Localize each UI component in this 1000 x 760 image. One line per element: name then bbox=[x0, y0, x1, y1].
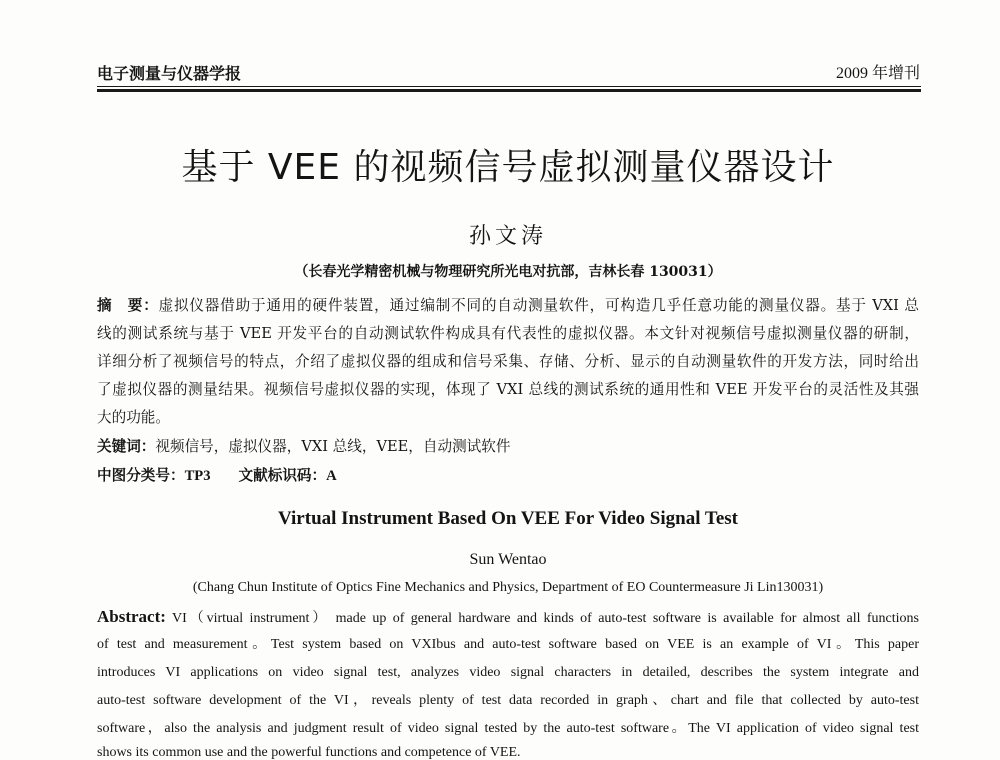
abstract-cn-line: 线的测试系统与基于 VEE 开发平台的自动测试软件构成具有代表性的虚拟仪器。本文针对视频信号虚拟测量仪器的研制， bbox=[97, 325, 919, 342]
abstract-cn-line: 大的功能。 bbox=[97, 409, 170, 426]
affiliation-cn: （长春光学精密机械与物理研究所光电对抗部，吉林长春 130031） bbox=[294, 264, 722, 280]
abstract-en-line: auto-test software development of the VI，reveals plenty of test data recorded in graph、chart and file that collected by auto-test bbox=[97, 693, 919, 708]
abstract-cn-line: 了虚拟仪器的测量结果。视频信号虚拟仪器的实现，体现了 VXI 总线的测试系统的通用性和 VEE 开发平台的灵活性及其强 bbox=[97, 381, 919, 398]
english-author: Sun Wentao bbox=[469, 551, 547, 568]
keywords-line bbox=[97, 437, 919, 457]
clc-value: TP3 bbox=[184, 468, 211, 484]
abstract-en-line: shows its common use and the powerful functions and competence of VEE. bbox=[97, 745, 521, 760]
classification-line bbox=[97, 466, 919, 486]
issue-label: 2009 年增刊 bbox=[835, 65, 920, 82]
header-rule-thick bbox=[97, 89, 921, 92]
abstract-cn-label: 摘 要： bbox=[97, 297, 159, 314]
english-affiliation: (Chang Chun Institute of Optics Fine Mechanics and Physics, Department of EO Countermeasure Ji Lin130031) bbox=[192, 580, 824, 595]
header-rule-thin bbox=[97, 86, 921, 87]
clc-label: 中图分类号： bbox=[97, 467, 185, 484]
abstract-en-line: introduces VI applications on video signal test, analyzes video signal characters in detailed, describes the system integrate and bbox=[97, 665, 919, 680]
abstract-en-line bbox=[97, 606, 919, 630]
keywords-label: 关键词： bbox=[97, 438, 156, 455]
paper-title: 基于 VEE 的视频信号虚拟测量仪器设计 bbox=[181, 147, 835, 188]
abstract-cn-text: 虚拟仪器借助于通用的硬件装置，通过编制不同的自动测量软件，可构造几乎任意功能的测量仪器。基于 VXI 总 bbox=[158, 297, 919, 314]
keywords-text: 视频信号，虚拟仪器，VXI 总线，VEE，自动测试软件 bbox=[155, 438, 511, 455]
doc-code-label: 文献标识码： bbox=[238, 467, 327, 484]
abstract-en-line: software，also the analysis and judgment result of video signal tested by the auto-test software。The VI application of video signal test bbox=[97, 721, 919, 736]
author-name: 孙文涛 bbox=[468, 224, 547, 249]
abstract-cn-line: 详细分析了视频信号的特点，介绍了虚拟仪器的组成和信号采集、存储、分析、显示的自动测量软件的开发方法，同时给出 bbox=[97, 353, 919, 370]
abstract-en-label: Abstract: bbox=[97, 607, 166, 626]
abstract-en-text: VI（virtual instrument） made up of general hardware and kinds of auto-test software is available for almost all functions bbox=[165, 611, 919, 626]
abstract-en-line: of test and measurement。Test system based on VXIbus and auto-test software based on VEE is an example of VI。This paper bbox=[97, 637, 919, 652]
journal-name: 电子测量与仪器学报 bbox=[97, 64, 242, 83]
english-title: Virtual Instrument Based On VEE For Video Signal Test bbox=[278, 508, 738, 529]
doc-code-value: A bbox=[326, 468, 337, 484]
abstract-cn-line bbox=[97, 296, 919, 316]
